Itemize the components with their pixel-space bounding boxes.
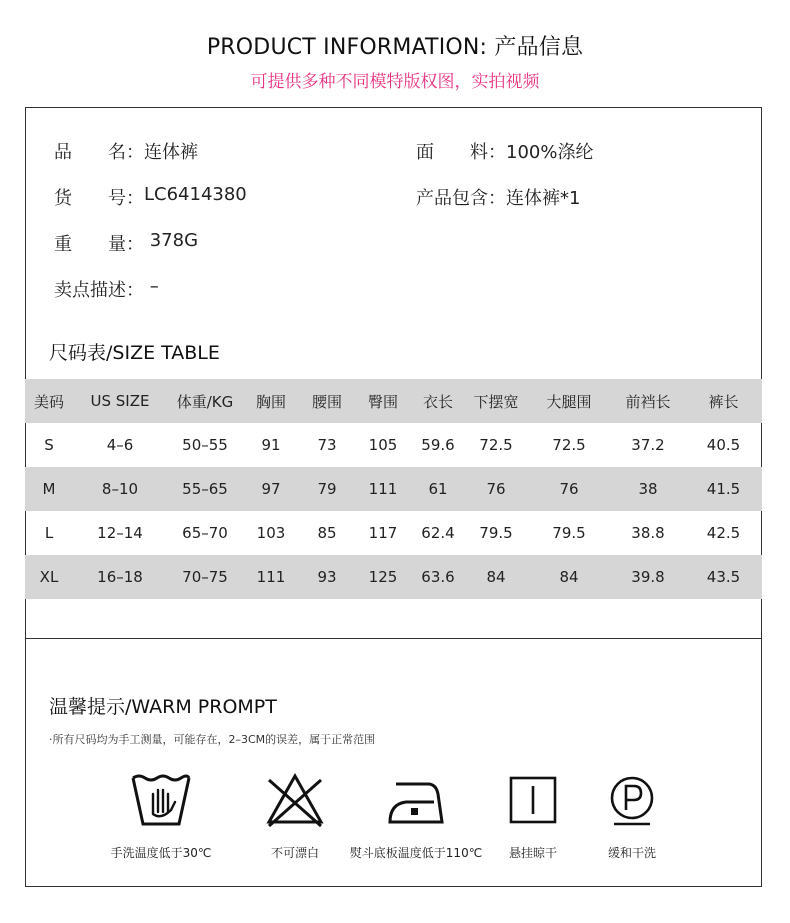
iron-low-icon — [384, 770, 448, 830]
info-sku-label: 货 号： — [54, 188, 144, 209]
info-contents-value: 连体裤*1 — [506, 188, 581, 209]
size-table-header-cell: 下摆宽 — [473, 392, 519, 411]
size-table-header-cell: 大腿围 — [546, 392, 592, 411]
table-cell: 42.5 — [706, 524, 741, 542]
table-cell: S — [44, 436, 54, 454]
info-selling-label: 卖点描述： — [54, 280, 144, 301]
table-cell: 12–14 — [97, 524, 143, 542]
table-cell: XL — [39, 568, 59, 586]
size-table-header — [25, 379, 762, 423]
size-table-header-cell: 衣长 — [422, 392, 453, 411]
page-subtitle: 可提供多种不同模特版权图，实拍视频 — [250, 72, 540, 92]
table-cell: 4–6 — [106, 436, 134, 454]
table-cell: 37.2 — [631, 436, 665, 454]
size-table-title: 尺码表/SIZE TABLE — [49, 342, 220, 364]
care-label: 手洗温度低于30℃ — [110, 846, 212, 860]
no-bleach-icon — [263, 770, 327, 830]
table-cell: 117 — [368, 524, 398, 542]
table-cell: L — [44, 524, 54, 542]
table-cell: 93 — [317, 568, 337, 586]
table-cell: 59.6 — [421, 436, 455, 454]
care-label: 熨斗底板温度低于110℃ — [349, 846, 483, 860]
table-cell: 62.4 — [421, 524, 455, 542]
dry-clean-p-icon — [600, 770, 664, 830]
size-table-header-cell: 胸围 — [255, 392, 286, 411]
info-material-value: 100%涤纶 — [506, 142, 594, 163]
table-cell: 65–70 — [182, 524, 228, 542]
table-cell: 63.6 — [421, 568, 455, 586]
table-cell: 125 — [368, 568, 398, 586]
info-name-label: 品 名： — [54, 142, 144, 163]
table-cell: 76 — [486, 480, 506, 498]
table-cell: 84 — [486, 568, 506, 586]
size-table-header-cell: 臀围 — [367, 392, 398, 411]
info-name — [54, 138, 198, 164]
table-cell: 43.5 — [706, 568, 741, 586]
table-cell: 91 — [261, 436, 281, 454]
table-cell: 61 — [428, 480, 448, 498]
table-cell: 72.5 — [552, 436, 586, 454]
table-cell: 38.8 — [631, 524, 665, 542]
table-cell: 70–75 — [182, 568, 228, 586]
size-table-header-cell: 体重/KG — [176, 392, 234, 411]
table-cell: 79.5 — [479, 524, 513, 542]
table-cell: 40.5 — [706, 436, 741, 454]
care-dry-clean — [552, 770, 712, 861]
page-title: PRODUCT INFORMATION: 产品信息 — [206, 35, 584, 60]
table-cell: 79 — [317, 480, 337, 498]
table-row — [25, 467, 762, 511]
table-row — [25, 423, 762, 467]
size-table-header-cell: 裤长 — [708, 392, 739, 411]
table-cell: 105 — [368, 436, 398, 454]
table-cell: 50–55 — [182, 436, 228, 454]
table-cell: 16–18 — [97, 568, 143, 586]
table-cell: M — [42, 480, 56, 498]
info-contents — [416, 184, 580, 210]
hand-wash-icon — [129, 770, 193, 830]
care-label: 悬挂晾干 — [508, 846, 557, 860]
info-weight-value: 378G — [144, 230, 199, 251]
table-cell: 55–65 — [182, 480, 228, 498]
size-table-header-cell: US SIZE — [90, 392, 150, 410]
info-material — [416, 138, 593, 164]
table-cell: 38 — [638, 480, 658, 498]
care-label: 不可漂白 — [270, 846, 319, 860]
info-material-label: 面 料： — [416, 142, 506, 163]
size-table-header-cell: 美码 — [33, 392, 64, 411]
table-cell: 76 — [559, 480, 579, 498]
info-weight-label: 重 量： — [54, 234, 144, 255]
table-cell: 111 — [256, 568, 286, 586]
table-cell: 85 — [317, 524, 337, 542]
table-cell: 41.5 — [706, 480, 741, 498]
warm-prompt-title: 温馨提示/WARM PROMPT — [49, 696, 277, 718]
table-cell: 72.5 — [479, 436, 513, 454]
size-table — [25, 379, 762, 599]
care-label: 缓和干洗 — [607, 846, 656, 860]
measurement-note: ·所有尺码均为手工测量，可能存在，2–3CM的误差，属于正常范围 — [49, 733, 376, 746]
table-cell: 111 — [368, 480, 398, 498]
info-sku — [54, 184, 247, 210]
section-divider — [25, 638, 762, 639]
size-table-header-cell: 腰围 — [311, 392, 342, 411]
table-cell: 84 — [559, 568, 579, 586]
table-cell: 8–10 — [101, 480, 139, 498]
table-cell: 97 — [261, 480, 281, 498]
table-cell: 73 — [317, 436, 337, 454]
info-weight — [54, 230, 198, 256]
table-row — [25, 511, 762, 555]
size-table-header-cell: 前裆长 — [625, 392, 671, 411]
info-sku-value: LC6414380 — [144, 184, 247, 205]
info-contents-label: 产品包含： — [416, 188, 506, 209]
table-row — [25, 555, 762, 599]
info-selling — [54, 276, 159, 302]
table-cell: 79.5 — [552, 524, 586, 542]
info-name-value: 连体裤 — [144, 142, 198, 163]
table-cell: 103 — [256, 524, 286, 542]
table-cell: 39.8 — [631, 568, 665, 586]
info-selling-value: – — [144, 276, 159, 297]
